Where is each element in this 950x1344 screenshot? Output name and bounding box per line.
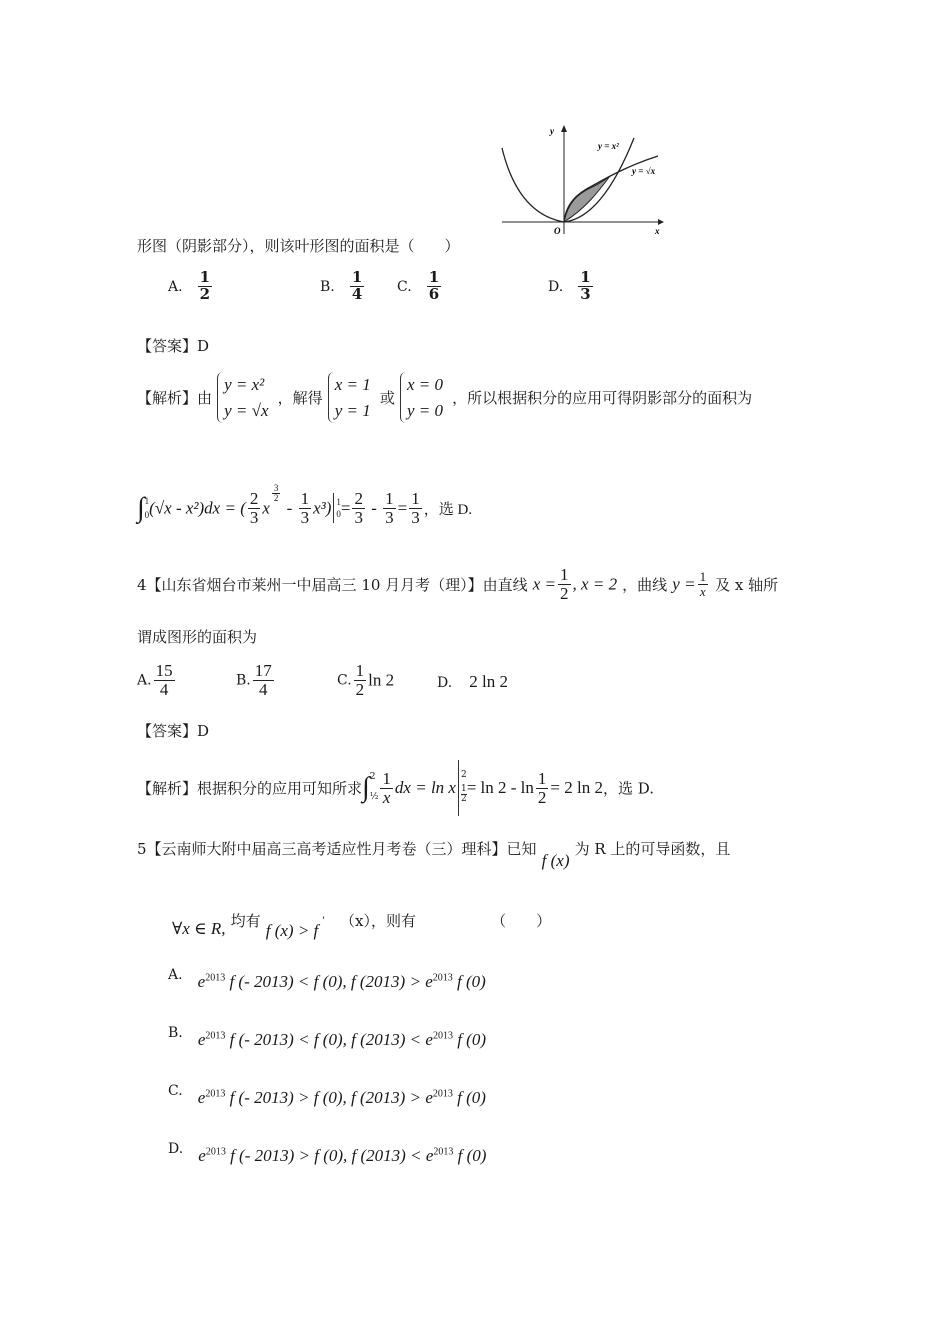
q4-stem-line2: 谓成图形的面积为 [137, 628, 258, 646]
curve2-label: y = √x [632, 166, 656, 176]
x-arrow [658, 219, 664, 225]
option-letter: D. [548, 278, 564, 295]
q3-option-a: A. $\frac{1}{2}$ [168, 268, 211, 303]
q5-option-b: B. $e^{2013}$ f (- 2013) < f (0), f $(2013) < e^{2013}$ f (0) [168, 1025, 486, 1049]
q4-option-a: A. $\frac{15}{4}$ [137, 661, 173, 699]
option-letter: A. [168, 278, 183, 295]
x-axis-label: x [655, 226, 660, 236]
y-axis-label: y [550, 126, 554, 136]
option-letter: C. [397, 278, 412, 295]
origin-label: O [554, 226, 561, 236]
curve1-label: y = x² [598, 141, 619, 151]
q4-answer: 【答案】D [137, 722, 210, 740]
q5-option-d: D. $e^{2013}$ f (- 2013) > f (0), f $(2013) < e^{2013}$ f (0) [168, 1141, 487, 1165]
q5-condition: ∀x ∈ R, 均有 f (x) > f′ （x），则有 （ ） [172, 912, 552, 940]
shaded-region [564, 176, 610, 222]
q3-option-d: D. $\frac{1}{3}$ [548, 268, 591, 303]
q3-stem: 形图（阴影部分），则该叶形图的面积是（ ） [137, 237, 460, 255]
y-arrow [561, 125, 567, 132]
q3-option-c: C. $\frac{1}{6}$ [397, 268, 440, 303]
q4-option-c: C. $\frac{1}{2}$ ln 2 [337, 661, 395, 699]
q4-analysis: 【解析】根据积分的应用可知所求∫ 2 ½ $\frac{1}{x}$ dx = ln x 2 1 2 = ln 2 - ln $\frac{1}{2}$ = 2 ln 2，选 D. [137, 760, 654, 816]
q4-option-d: D. 2 ln 2 [437, 672, 509, 691]
q4-option-b: B. $\frac{17}{4}$ [236, 661, 272, 699]
q5-option-a: A. $e^{2013}$ f (- 2013) < f (0), f $(2013) > e^{2013}$ f (0) [168, 967, 486, 991]
system-1: y = x² y = √x [217, 372, 272, 423]
q3-option-b: B. $\frac{1}{4}$ [320, 268, 363, 303]
q5-stem: 5【云南师大附中届高三高考适应性月考卷（三）理科】已知 f (x) 为 R 上的可导函数，且 [137, 840, 731, 870]
system-2: x = 1 y = 1 [328, 372, 375, 423]
system-3: x = 0 y = 0 [400, 372, 447, 423]
option-letter: B. [320, 278, 335, 295]
q5-option-c: C. $e^{2013}$ f (- 2013) > f (0), f $(2013) > e^{2013}$ f (0) [168, 1083, 486, 1107]
q4-stem-line1: 4【山东省烟台市莱州一中届高三 10 月月考（理）】由直线 x = $\frac{1}{2}$ , x = 2 ，曲线 y = $\frac{1}{x}$ 及 x 轴所 [137, 565, 779, 603]
q3-answer: 【答案】D [137, 337, 210, 355]
leaf-figure [498, 122, 673, 240]
q3-integral: ∫ 1 0 (√x - x²)dx = ( $\frac{2}{3}$ x $\frac{3}{2}$ - $\frac{1}{3}$ x³) 1 0 = $\frac{2}{3}$ - $\frac{1}{3}$ = $\frac{1}{3}$ ，选 D. [137, 483, 473, 527]
q3-analysis: 【解析】由 y = x² y = √x ，解得 x = 1 y = 1 或 x = 0 y = 0 ，所以根据积分的应用可得阴影部分的面积为 [137, 372, 752, 423]
